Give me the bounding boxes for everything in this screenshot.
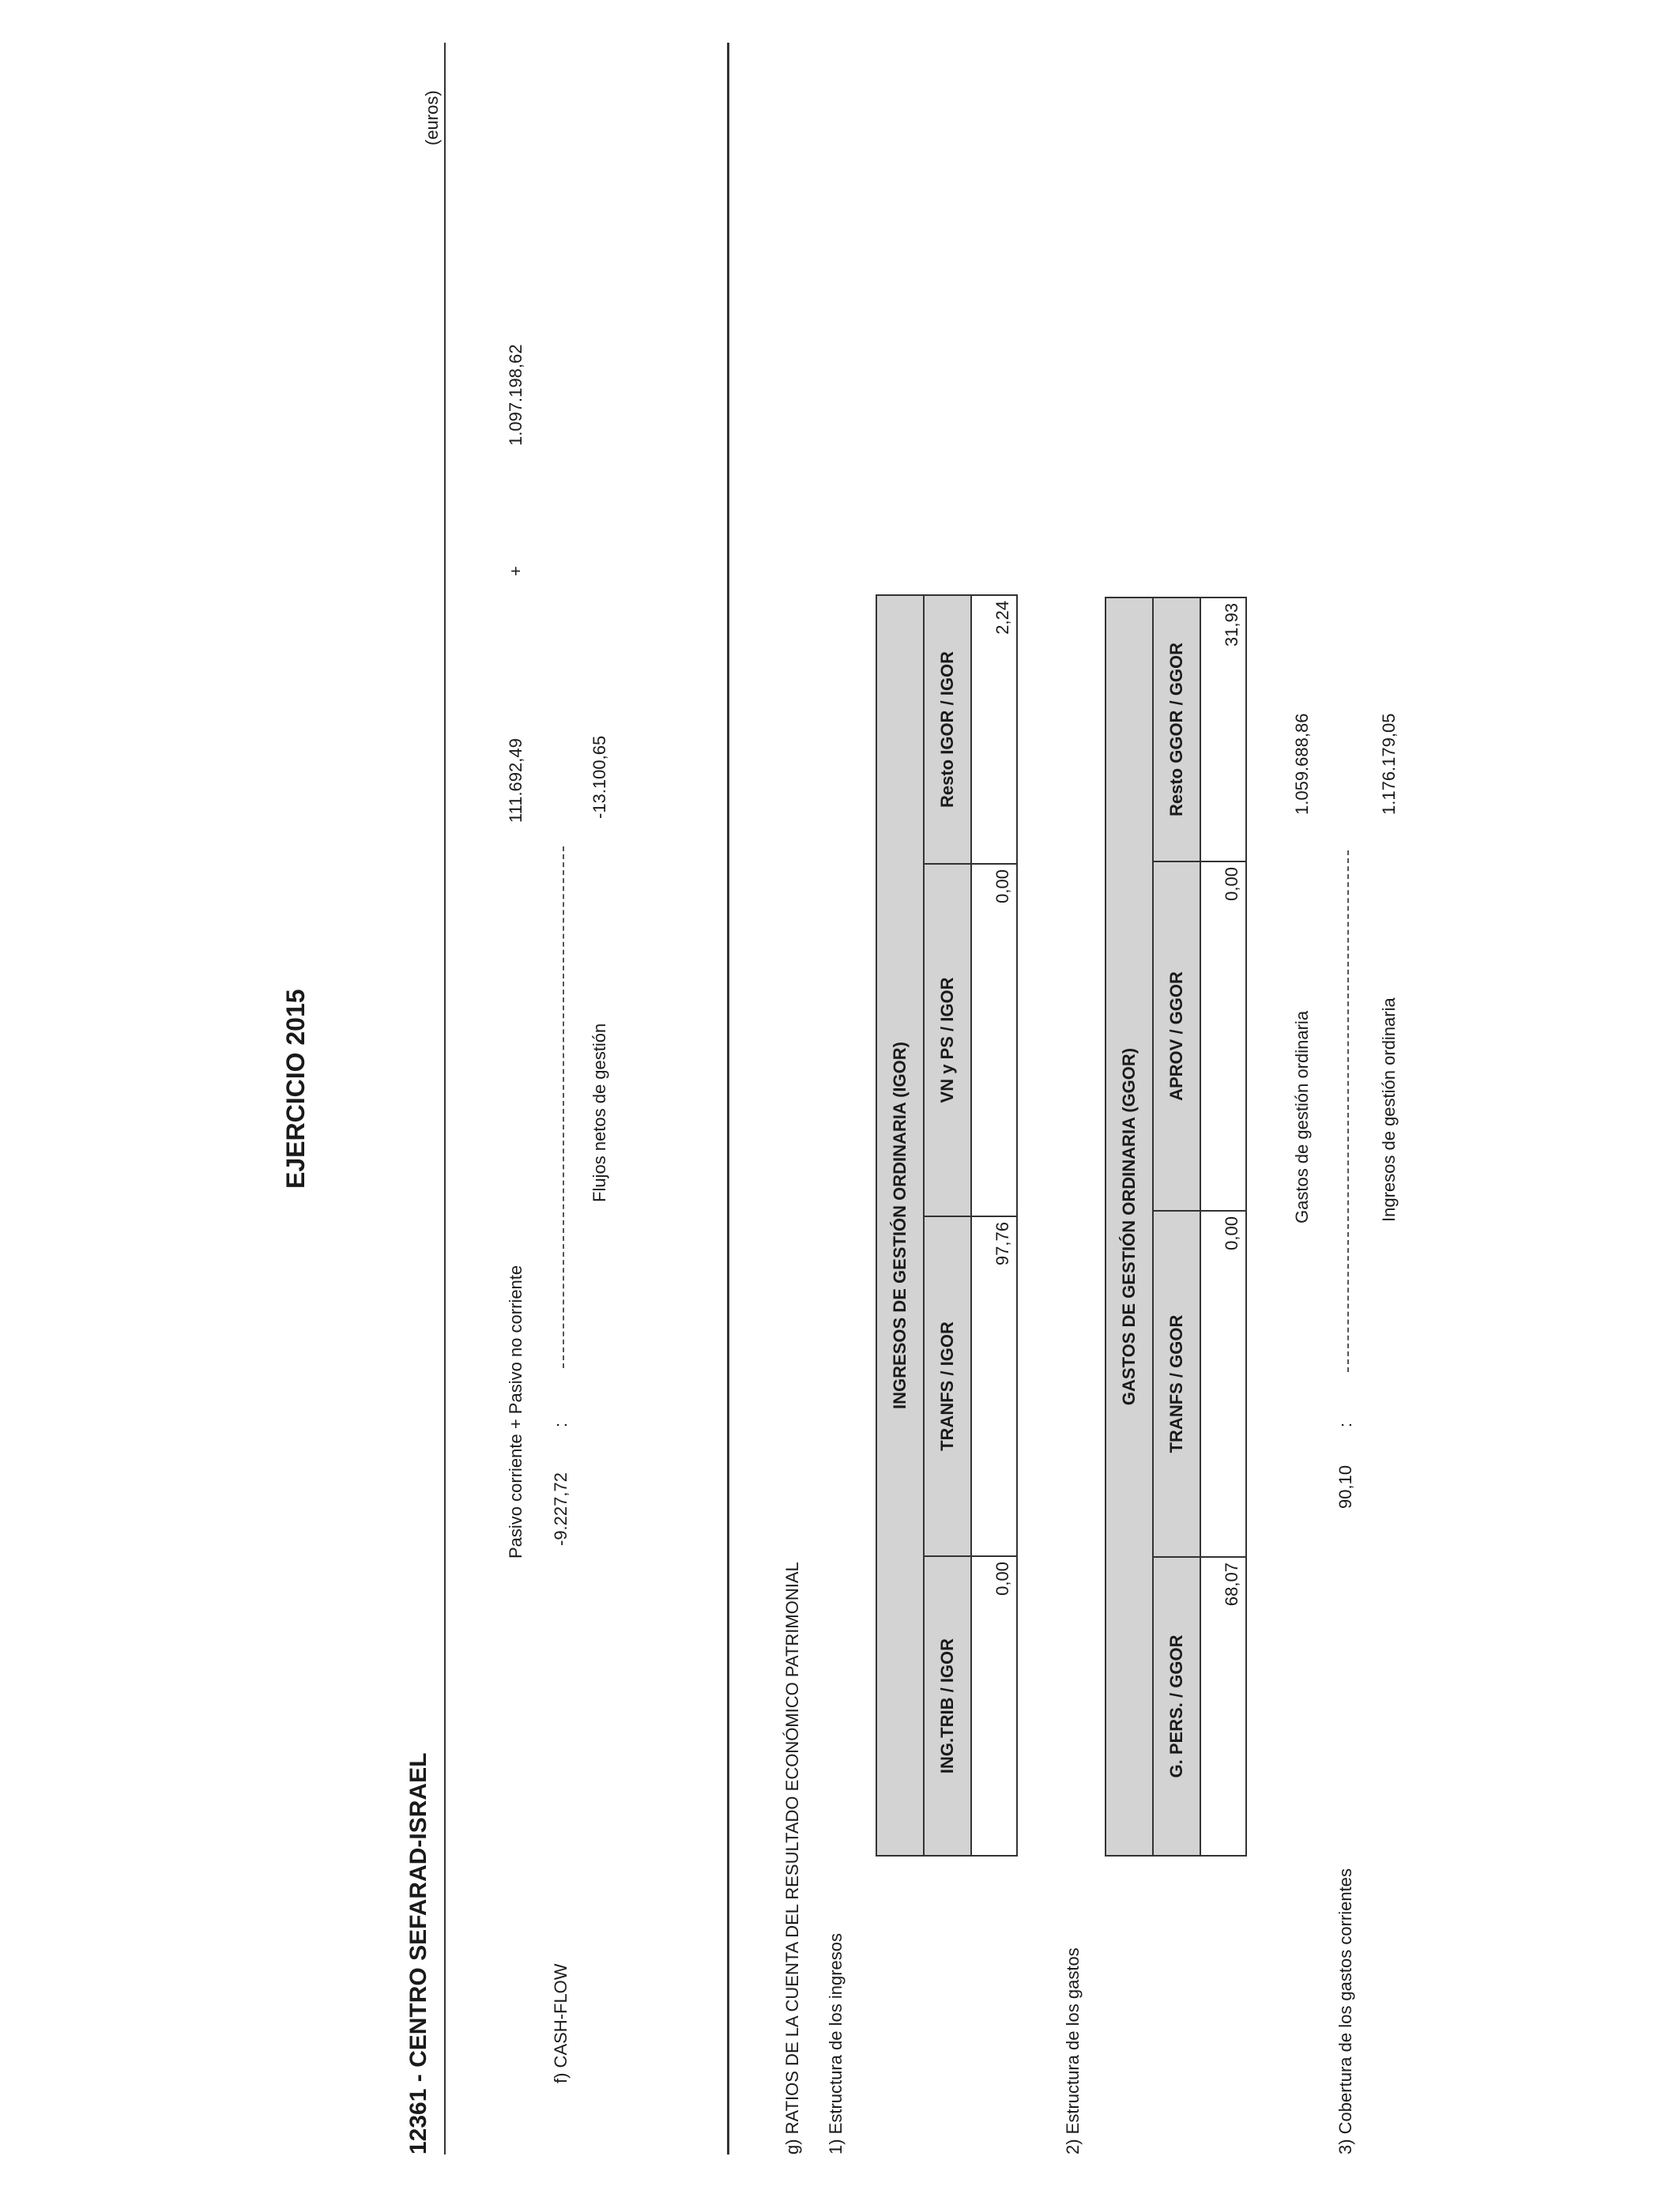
gastos-table: [1105, 597, 1247, 1857]
cashflow-label: f) CASH-FLOW: [551, 1963, 571, 2083]
ingresos-table-title: INGRESOS DE GESTIÓN ORDINARIA (IGOR): [876, 595, 924, 1856]
gastos-value-cell: 31,93: [1200, 598, 1246, 861]
cobertura-numerator-value: 1.059.688,86: [1292, 713, 1312, 815]
cobertura-fraction-line: [1347, 850, 1349, 1372]
cashflow-denominator-value: -13.100,65: [590, 735, 609, 819]
gastos-table-title: GASTOS DE GESTIÓN ORDINARIA (GGOR): [1106, 598, 1153, 1856]
entity-title: 12361 - CENTRO SEFARAD-ISRAEL: [405, 1752, 431, 2154]
gastos-value-cell: 68,07: [1200, 1557, 1246, 1856]
cashflow-numerator-label: Pasivo corriente + Pasivo no corriente: [506, 1265, 525, 1559]
ingresos-value-cell: 97,76: [971, 1216, 1017, 1556]
cobertura-colon: :: [1335, 1422, 1355, 1427]
units-label: (euros): [422, 90, 442, 145]
ratios-title: g) RATIOS DE LA CUENTA DEL RESULTADO ECONÓMICO PATRIMONIAL: [782, 1562, 802, 2154]
ingresos-col-header: ING.TRIB / IGOR: [924, 1556, 971, 1856]
cashflow-fraction-line: [563, 846, 564, 1368]
gastos-col-header: Resto GGOR / GGOR: [1153, 598, 1200, 861]
gastos-col-header: G. PERS. / GGOR: [1153, 1557, 1200, 1856]
gastos-structure-label: 2) Estructura de los gastos: [1063, 1947, 1083, 2154]
cobertura-numerator-label: Gastos de gestión ordinaria: [1292, 1010, 1312, 1223]
ingresos-table: [876, 594, 1018, 1857]
cobertura-value: 90,10: [1335, 1465, 1355, 1509]
section-rule: [727, 43, 729, 2154]
header-rule: [444, 43, 446, 2154]
ingresos-col-header: TRANFS / IGOR: [924, 1216, 971, 1556]
ingresos-value-cell: 0,00: [971, 864, 1017, 1216]
ingresos-col-header: Resto IGOR / IGOR: [924, 595, 971, 864]
ingresos-value-cell: 2,24: [971, 595, 1017, 864]
ingresos-value-cell: 0,00: [971, 1556, 1017, 1856]
cashflow-value: -9.227,72: [551, 1472, 571, 1546]
ingresos-structure-label: 1) Estructura de los ingresos: [826, 1932, 846, 2154]
gastos-col-header: TRANFS / GGOR: [1153, 1211, 1200, 1557]
cashflow-plus-sign: +: [506, 566, 525, 576]
cashflow-numerator-value-1: 111.692,49: [506, 738, 525, 823]
ingresos-col-header: VN y PS / IGOR: [924, 864, 971, 1216]
gastos-col-header: APROV / GGOR: [1153, 861, 1200, 1211]
exercise-title: EJERCICIO 2015: [281, 989, 310, 1189]
gastos-value-cell: 0,00: [1200, 1211, 1246, 1557]
cobertura-label: 3) Cobertura de los gastos corrientes: [1335, 1868, 1355, 2154]
cobertura-denominator-label: Ingresos de gestión ordinaria: [1379, 997, 1399, 1222]
cobertura-denominator-value: 1.176.179,05: [1379, 713, 1399, 815]
cashflow-numerator-value-2: 1.097.198,62: [506, 344, 525, 446]
cashflow-colon: :: [551, 1422, 571, 1427]
gastos-value-cell: 0,00: [1200, 861, 1246, 1211]
cashflow-denominator-label: Flujos netos de gestión: [590, 1023, 609, 1202]
